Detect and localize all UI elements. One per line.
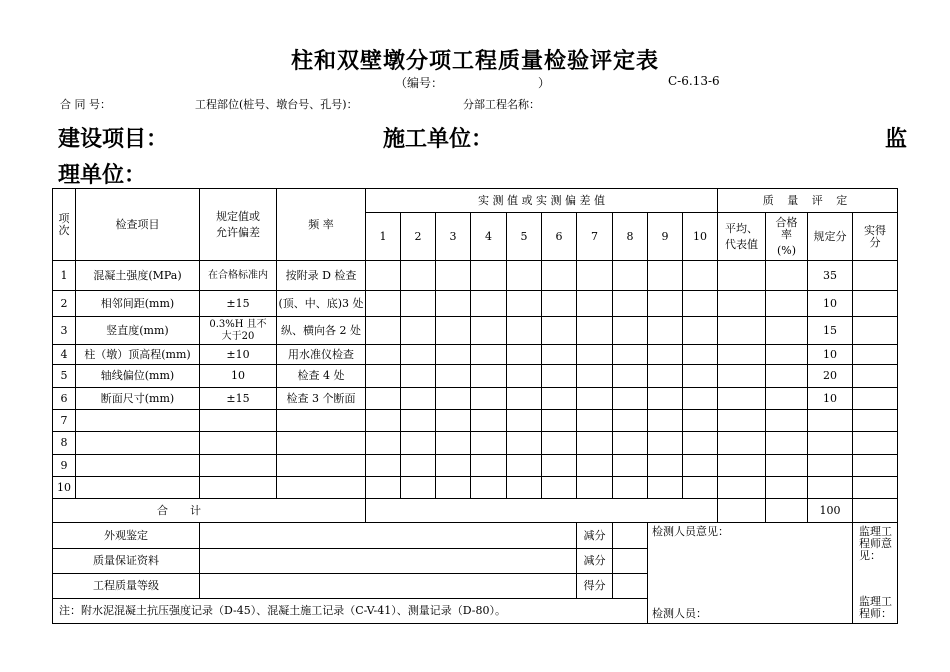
row-spec xyxy=(200,477,277,499)
row-frequency: 按附录 D 检查 xyxy=(277,261,366,291)
row-frequency: 用水准仪检查 xyxy=(277,345,366,365)
row-no: 2 xyxy=(53,291,76,317)
table-row xyxy=(53,432,898,455)
row-check-item: 断面尺寸(mm) xyxy=(76,388,200,410)
measured-cell[interactable] xyxy=(577,477,613,499)
measured-cell[interactable] xyxy=(507,261,542,291)
measured-cell[interactable] xyxy=(613,410,648,432)
measured-cell[interactable] xyxy=(471,365,507,388)
row-score-actual[interactable] xyxy=(853,432,898,455)
measured-cell[interactable] xyxy=(683,261,718,291)
row-pass-rate[interactable] xyxy=(766,261,808,291)
measured-cell[interactable] xyxy=(507,388,542,410)
measured-cell[interactable] xyxy=(471,317,507,345)
header-score-actual: 实得分 xyxy=(853,213,898,261)
quality-docs-deduct-label: 减分 xyxy=(577,549,613,574)
measured-cell[interactable] xyxy=(683,365,718,388)
row-average[interactable] xyxy=(718,365,766,388)
measured-cell[interactable] xyxy=(471,291,507,317)
row-no: 5 xyxy=(53,365,76,388)
form-number-label: （编号： xyxy=(395,76,444,90)
quality-docs-label: 质量保证资料 xyxy=(53,549,200,574)
table-row xyxy=(53,365,898,388)
measured-cell[interactable] xyxy=(648,261,683,291)
row-no: 6 xyxy=(53,388,76,410)
row-average[interactable] xyxy=(718,388,766,410)
measured-cell[interactable] xyxy=(648,388,683,410)
measured-cell[interactable] xyxy=(507,365,542,388)
measured-cell[interactable] xyxy=(542,410,577,432)
measured-cell[interactable] xyxy=(613,432,648,455)
row-frequency: (顶、中、底)3 处 xyxy=(277,291,366,317)
header-measured: 实 测 值 或 实 测 偏 差 值 xyxy=(366,189,718,213)
score-label: 得分 xyxy=(577,574,613,599)
quality-grade-value[interactable] xyxy=(200,574,577,599)
row-pass-rate[interactable] xyxy=(766,455,808,477)
header-col: 6 xyxy=(542,213,577,261)
row-frequency: 检查 3 个断面 xyxy=(277,388,366,410)
header-col: 9 xyxy=(648,213,683,261)
row-frequency xyxy=(277,477,366,499)
quality-docs-value[interactable] xyxy=(200,549,577,574)
header-col: 1 xyxy=(366,213,401,261)
inspector-sign-label: 检测人员： xyxy=(652,607,707,620)
appearance-label: 外观鉴定 xyxy=(53,523,200,549)
row-score-actual[interactable] xyxy=(853,317,898,345)
measured-cell[interactable] xyxy=(577,455,613,477)
header-quality: 质 量 评 定 xyxy=(718,189,898,213)
appearance-deduct-label: 减分 xyxy=(577,523,613,549)
inspector-opinion-label: 检测人员意见： xyxy=(652,525,729,538)
header-check-item: 检查项目 xyxy=(76,189,200,261)
row-score-spec: 10 xyxy=(808,388,853,410)
measured-cell[interactable] xyxy=(401,345,436,365)
supervisor-opinion-cell xyxy=(853,523,898,624)
measured-cell[interactable] xyxy=(471,432,507,455)
total-label-cell xyxy=(53,499,366,523)
measured-cell[interactable] xyxy=(542,261,577,291)
supervision-label-b: 理单位： xyxy=(58,162,147,188)
row-average[interactable] xyxy=(718,455,766,477)
row-average[interactable] xyxy=(718,317,766,345)
measured-cell[interactable] xyxy=(542,291,577,317)
row-check-item: 竖直度(mm) xyxy=(76,317,200,345)
total-actual xyxy=(853,499,898,523)
row-average[interactable] xyxy=(718,432,766,455)
row-no: 10 xyxy=(53,477,76,499)
measured-cell[interactable] xyxy=(648,455,683,477)
measured-cell[interactable] xyxy=(542,345,577,365)
contract-no-label: 合 同 号： xyxy=(60,98,111,111)
measured-cell[interactable] xyxy=(542,432,577,455)
measured-cell[interactable] xyxy=(366,477,401,499)
measured-cell[interactable] xyxy=(507,410,542,432)
measured-cell[interactable] xyxy=(401,317,436,345)
row-check-item xyxy=(76,410,200,432)
row-score-actual[interactable] xyxy=(853,365,898,388)
table-row xyxy=(53,455,898,477)
measured-cell[interactable] xyxy=(401,455,436,477)
row-score-actual[interactable] xyxy=(853,410,898,432)
row-pass-rate[interactable] xyxy=(766,317,808,345)
table-row xyxy=(53,388,898,410)
measured-cell[interactable] xyxy=(683,455,718,477)
table-row xyxy=(53,261,898,291)
measured-cell[interactable] xyxy=(683,410,718,432)
row-spec: 10 xyxy=(200,365,277,388)
header-pass-rate xyxy=(766,213,808,261)
measured-cell[interactable] xyxy=(436,455,471,477)
measured-cell[interactable] xyxy=(577,261,613,291)
measured-cell[interactable] xyxy=(542,317,577,345)
row-average[interactable] xyxy=(718,291,766,317)
row-check-item xyxy=(76,477,200,499)
measured-cell[interactable] xyxy=(648,365,683,388)
header-col: 8 xyxy=(613,213,648,261)
row-pass-rate[interactable] xyxy=(766,477,808,499)
row-no: 9 xyxy=(53,455,76,477)
header-col: 5 xyxy=(507,213,542,261)
header-pass-rate-label: 合格率 xyxy=(775,215,798,241)
measured-cell[interactable] xyxy=(366,291,401,317)
measured-cell[interactable] xyxy=(507,345,542,365)
table-row xyxy=(53,477,898,499)
measured-cell[interactable] xyxy=(577,345,613,365)
measured-cell[interactable] xyxy=(401,388,436,410)
header-col: 2 xyxy=(401,213,436,261)
row-spec: ±15 xyxy=(200,291,277,317)
note: 注：附水泥混凝土抗压强度记录（D-45）、混凝土施工记录（C-V-41）、测量记录（D-80）。 xyxy=(53,599,648,624)
measured-cell[interactable] xyxy=(507,477,542,499)
measured-cell[interactable] xyxy=(648,477,683,499)
measured-cell[interactable] xyxy=(577,388,613,410)
measured-cell[interactable] xyxy=(648,345,683,365)
measured-cell[interactable] xyxy=(613,388,648,410)
measured-cell[interactable] xyxy=(366,410,401,432)
measured-cell[interactable] xyxy=(471,261,507,291)
header-pass-rate-unit: (%) xyxy=(776,243,797,257)
measured-cell[interactable] xyxy=(507,291,542,317)
header-col: 10 xyxy=(683,213,718,261)
row-check-item xyxy=(76,455,200,477)
measured-cell[interactable] xyxy=(401,432,436,455)
measured-cell[interactable] xyxy=(471,477,507,499)
construction-project-label: 建设项目： xyxy=(58,126,169,152)
row-pass-rate[interactable] xyxy=(766,345,808,365)
row-average[interactable] xyxy=(718,477,766,499)
header-spec-value: 规定值或允许偏差 xyxy=(200,189,277,261)
row-spec xyxy=(200,410,277,432)
measured-cell[interactable] xyxy=(613,291,648,317)
total-blank xyxy=(366,499,718,523)
measured-cell[interactable] xyxy=(507,317,542,345)
row-score-spec xyxy=(808,410,853,432)
total-score: 100 xyxy=(808,499,853,523)
measured-cell[interactable] xyxy=(366,345,401,365)
measured-cell[interactable] xyxy=(366,388,401,410)
row-pass-rate[interactable] xyxy=(766,365,808,388)
measured-cell[interactable] xyxy=(401,410,436,432)
row-spec: ±15 xyxy=(200,388,277,410)
sub-project-label: 分部工程名称： xyxy=(463,98,540,111)
row-score-spec: 20 xyxy=(808,365,853,388)
measured-cell[interactable] xyxy=(648,432,683,455)
row-frequency xyxy=(277,410,366,432)
measured-cell[interactable] xyxy=(471,410,507,432)
measured-cell[interactable] xyxy=(683,432,718,455)
row-score-actual[interactable] xyxy=(853,345,898,365)
measured-cell[interactable] xyxy=(577,432,613,455)
form-number-close: ） xyxy=(538,76,551,90)
row-no: 4 xyxy=(53,345,76,365)
measured-cell[interactable] xyxy=(648,317,683,345)
total-label: 合 计 xyxy=(157,503,201,517)
score-value[interactable] xyxy=(613,574,648,599)
row-spec xyxy=(200,432,277,455)
row-pass-rate[interactable] xyxy=(766,388,808,410)
measured-cell[interactable] xyxy=(366,432,401,455)
measured-cell[interactable] xyxy=(436,261,471,291)
measured-cell[interactable] xyxy=(471,388,507,410)
row-score-actual[interactable] xyxy=(853,388,898,410)
measured-cell[interactable] xyxy=(366,365,401,388)
row-score-spec xyxy=(808,455,853,477)
row-average[interactable] xyxy=(718,410,766,432)
row-frequency: 检查 4 处 xyxy=(277,365,366,388)
row-average[interactable] xyxy=(718,261,766,291)
table-row xyxy=(53,410,898,432)
row-pass-rate[interactable] xyxy=(766,432,808,455)
row-score-actual[interactable] xyxy=(853,261,898,291)
measured-cell[interactable] xyxy=(542,388,577,410)
measured-cell[interactable] xyxy=(436,388,471,410)
measured-cell[interactable] xyxy=(613,365,648,388)
measured-cell[interactable] xyxy=(436,365,471,388)
row-no: 1 xyxy=(53,261,76,291)
measured-cell[interactable] xyxy=(613,477,648,499)
header-score-spec: 规定分 xyxy=(808,213,853,261)
row-check-item: 轴线偏位(mm) xyxy=(76,365,200,388)
measured-cell[interactable] xyxy=(613,261,648,291)
measured-cell[interactable] xyxy=(542,477,577,499)
row-spec: ±10 xyxy=(200,345,277,365)
measured-cell[interactable] xyxy=(683,291,718,317)
supervisor-sign-label: 监理工程师： xyxy=(859,595,892,620)
header-item-no: 项次 xyxy=(53,189,76,261)
row-score-spec: 15 xyxy=(808,317,853,345)
row-no: 7 xyxy=(53,410,76,432)
row-no: 8 xyxy=(53,432,76,455)
quality-docs-deduct-value[interactable] xyxy=(613,549,648,574)
row-check-item: 相邻间距(mm) xyxy=(76,291,200,317)
row-check-item: 混凝土强度(MPa) xyxy=(76,261,200,291)
appearance-deduct-value[interactable] xyxy=(613,523,648,549)
row-score-actual[interactable] xyxy=(853,455,898,477)
header-average: 平均、代表值 xyxy=(718,213,766,261)
measured-cell[interactable] xyxy=(436,477,471,499)
supervision-label-a: 监 xyxy=(885,126,908,152)
measured-cell[interactable] xyxy=(507,432,542,455)
measured-cell[interactable] xyxy=(436,317,471,345)
row-spec xyxy=(200,455,277,477)
measured-cell[interactable] xyxy=(613,455,648,477)
header-col: 7 xyxy=(577,213,613,261)
row-score-actual[interactable] xyxy=(853,291,898,317)
measured-cell[interactable] xyxy=(507,455,542,477)
quality-evaluation-table xyxy=(52,188,898,624)
row-score-spec: 10 xyxy=(808,345,853,365)
row-pass-rate[interactable] xyxy=(766,410,808,432)
row-score-spec: 35 xyxy=(808,261,853,291)
work-location-label: 工程部位(桩号、墩台号、孔号)： xyxy=(195,98,358,111)
measured-cell[interactable] xyxy=(683,477,718,499)
measured-cell[interactable] xyxy=(683,317,718,345)
measured-cell[interactable] xyxy=(436,291,471,317)
measured-cell[interactable] xyxy=(401,365,436,388)
table-row xyxy=(53,317,898,345)
row-score-spec: 10 xyxy=(808,291,853,317)
measured-cell[interactable] xyxy=(401,477,436,499)
contractor-label: 施工单位： xyxy=(383,126,494,152)
total-average xyxy=(718,499,766,523)
measured-cell[interactable] xyxy=(436,345,471,365)
quality-grade-label: 工程质量等级 xyxy=(53,574,200,599)
appearance-value[interactable] xyxy=(200,523,577,549)
table-row xyxy=(53,345,898,365)
row-score-spec xyxy=(808,477,853,499)
form-title: 柱和双壁墩分项工程质量检验评定表 xyxy=(290,48,659,74)
measured-cell[interactable] xyxy=(366,455,401,477)
measured-cell[interactable] xyxy=(577,410,613,432)
measured-cell[interactable] xyxy=(401,291,436,317)
row-score-actual[interactable] xyxy=(853,477,898,499)
row-check-item xyxy=(76,432,200,455)
supervisor-opinion-label: 监理工程师意见： xyxy=(859,525,892,562)
row-average[interactable] xyxy=(718,345,766,365)
table-row xyxy=(53,291,898,317)
header-frequency: 频 率 xyxy=(277,189,366,261)
measured-cell[interactable] xyxy=(366,261,401,291)
total-pass-rate xyxy=(766,499,808,523)
measured-cell[interactable] xyxy=(401,261,436,291)
form-code: C-6.13-6 xyxy=(668,74,720,88)
measured-cell[interactable] xyxy=(648,410,683,432)
measured-cell[interactable] xyxy=(542,455,577,477)
measured-cell[interactable] xyxy=(366,317,401,345)
row-frequency: 纵、横向各 2 处 xyxy=(277,317,366,345)
row-pass-rate[interactable] xyxy=(766,291,808,317)
row-check-item: 柱（墩）顶高程(mm) xyxy=(76,345,200,365)
measured-cell[interactable] xyxy=(471,455,507,477)
inspector-opinion-cell xyxy=(648,523,853,624)
measured-cell[interactable] xyxy=(577,317,613,345)
measured-cell[interactable] xyxy=(648,291,683,317)
row-no: 3 xyxy=(53,317,76,345)
measured-cell[interactable] xyxy=(542,365,577,388)
header-col: 4 xyxy=(471,213,507,261)
measured-cell[interactable] xyxy=(613,345,648,365)
measured-cell[interactable] xyxy=(436,410,471,432)
measured-cell[interactable] xyxy=(471,345,507,365)
row-frequency xyxy=(277,455,366,477)
row-frequency xyxy=(277,432,366,455)
measured-cell[interactable] xyxy=(577,365,613,388)
row-spec: 0.3%H 且不大于20 xyxy=(200,317,277,345)
row-spec: 在合格标准内 xyxy=(200,261,277,291)
header-col: 3 xyxy=(436,213,471,261)
row-score-spec xyxy=(808,432,853,455)
measured-cell[interactable] xyxy=(683,388,718,410)
measured-cell[interactable] xyxy=(683,345,718,365)
measured-cell[interactable] xyxy=(577,291,613,317)
measured-cell[interactable] xyxy=(613,317,648,345)
measured-cell[interactable] xyxy=(436,432,471,455)
